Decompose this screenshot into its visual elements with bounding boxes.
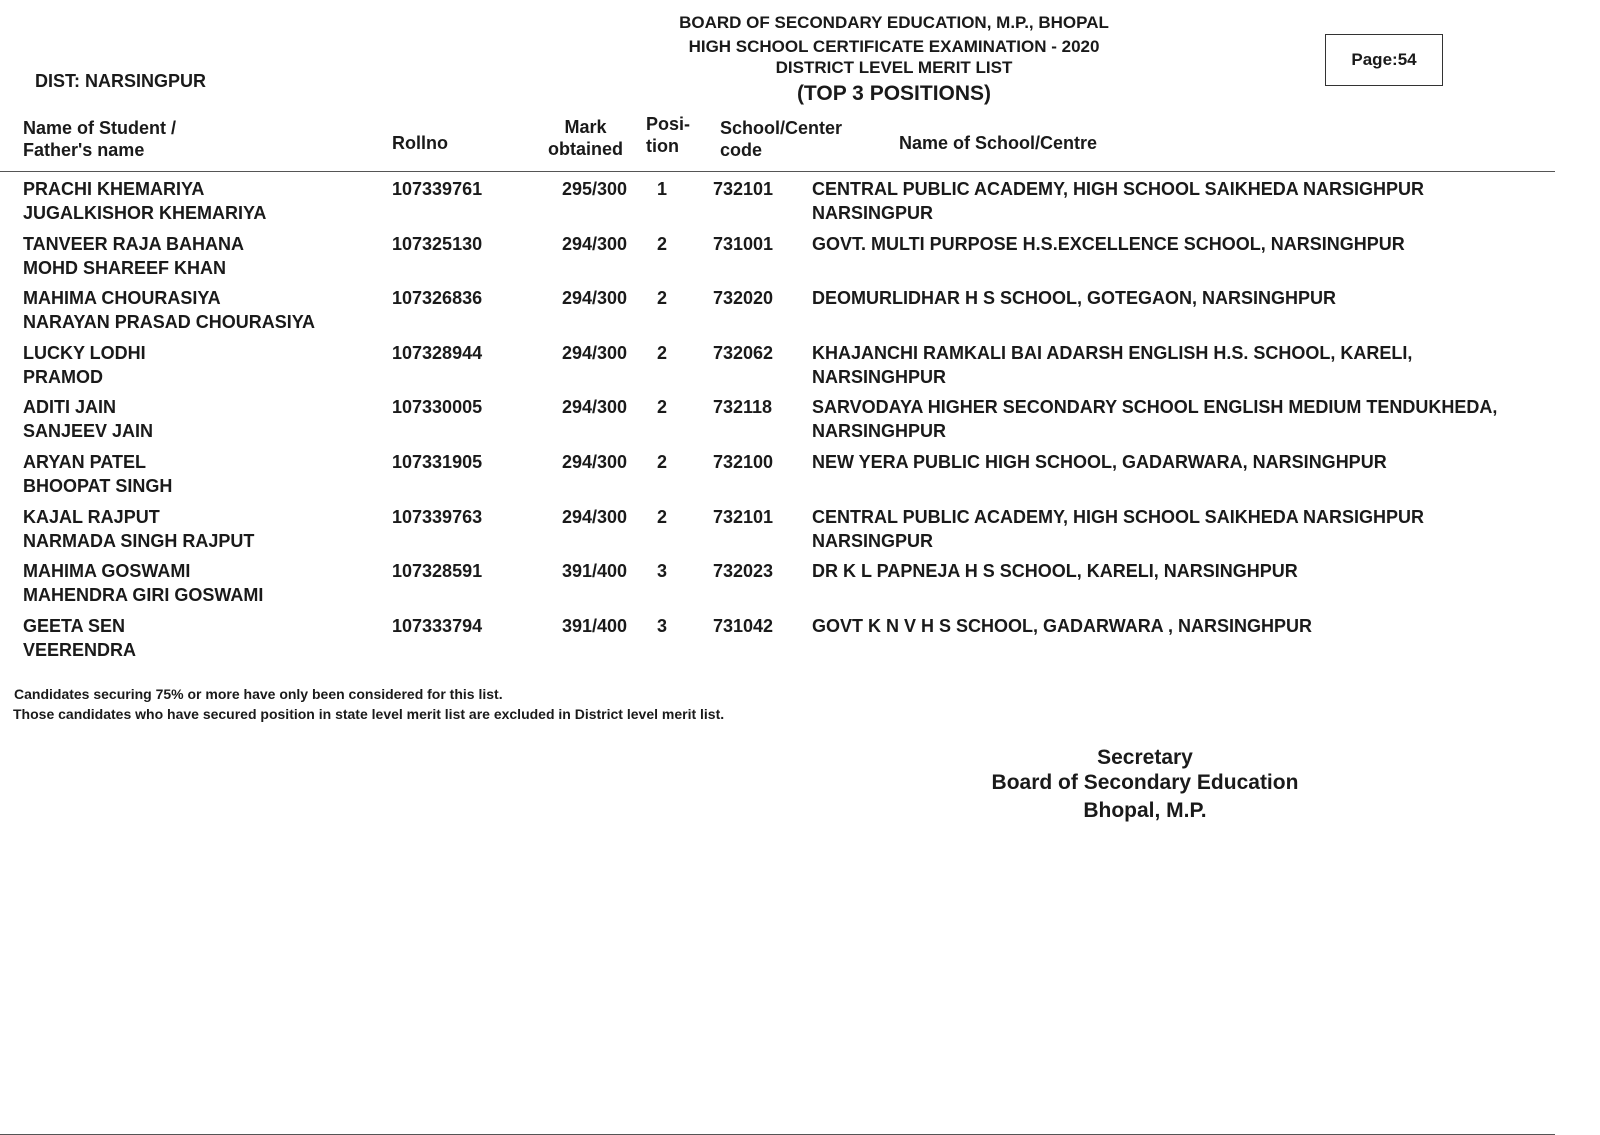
merit-position: 2 <box>657 506 668 527</box>
merit-position: 2 <box>657 342 668 363</box>
school-name-cont: NARSINGPUR <box>812 530 934 551</box>
school-code: 731001 <box>713 233 774 254</box>
roll-number: 107330005 <box>392 397 483 418</box>
marks-obtained: 295/300 <box>562 179 628 199</box>
signature-org: Board of Secondary Education <box>991 771 1299 794</box>
roll-number: 107339761 <box>392 179 483 199</box>
school-name: NEW YERA PUBLIC HIGH SCHOOL, GADARWARA, NARSINGHPUR <box>812 452 1387 472</box>
roll-number: 107328591 <box>392 561 483 582</box>
father-name: NARAYAN PRASAD CHOURASIYA <box>23 312 316 333</box>
school-code: 732118 <box>713 397 773 418</box>
roll-number: 107331905 <box>392 452 483 472</box>
note-exclusion: Those candidates who have secured position in state level merit list are excluded in District level merit list. <box>13 706 725 722</box>
student-name: PRACHI KHEMARIYA <box>23 179 205 199</box>
col-header-mark: Mark obtained <box>548 117 623 159</box>
school-code: 731042 <box>713 615 774 636</box>
school-name-cont: NARSINGHPUR <box>812 421 947 442</box>
marks-obtained: 391/400 <box>562 615 628 636</box>
merit-position: 3 <box>657 615 668 636</box>
roll-number: 107326836 <box>392 288 483 309</box>
roll-number: 107333794 <box>392 615 483 636</box>
father-name: PRAMOD <box>23 366 103 387</box>
col-header-code: School/Center code <box>720 118 843 160</box>
student-name: GEETA SEN <box>23 615 126 636</box>
col-header-position: Posi- tion <box>646 114 691 156</box>
page-number: 54 <box>1397 50 1417 69</box>
father-name: SANJEEV JAIN <box>23 421 154 442</box>
school-name: SARVODAYA HIGHER SECONDARY SCHOOL ENGLISH MEDIUM TENDUKHEDA, <box>812 397 1498 418</box>
signature-place: Bhopal, M.P. <box>1083 799 1207 822</box>
school-name-cont: NARSINGHPUR <box>812 366 947 387</box>
school-name: GOVT K N V H S SCHOOL, GADARWARA , NARSINGHPUR <box>812 615 1313 636</box>
marks-obtained: 294/300 <box>562 342 628 363</box>
student-name: ARYAN PATEL <box>23 452 147 472</box>
list-subtitle: (TOP 3 POSITIONS) <box>796 82 992 105</box>
roll-number: 107339763 <box>392 506 483 527</box>
father-name: MAHENDRA GIRI GOSWAMI <box>23 585 264 606</box>
list-title: DISTRICT LEVEL MERIT LIST <box>775 58 1013 77</box>
signature-title: Secretary <box>1097 746 1193 769</box>
marks-obtained: 294/300 <box>562 233 628 254</box>
merit-position: 1 <box>657 179 668 199</box>
school-name: DEOMURLIDHAR H S SCHOOL, GOTEGAON, NARSINGHPUR <box>812 288 1337 309</box>
board-title: BOARD OF SECONDARY EDUCATION, M.P., BHOPAL <box>679 13 1109 32</box>
father-name: JUGALKISHOR KHEMARIYA <box>23 203 267 223</box>
school-code: 732101 <box>713 179 774 199</box>
father-name: NARMADA SINGH RAJPUT <box>23 530 255 551</box>
school-code: 732023 <box>713 561 774 582</box>
school-name: GOVT. MULTI PURPOSE H.S.EXCELLENCE SCHOOL, NARSINGHPUR <box>812 233 1405 254</box>
school-name: CENTRAL PUBLIC ACADEMY, HIGH SCHOOL SAIKHEDA NARSIGHPUR <box>812 506 1425 527</box>
col-header-school: Name of School/Centre <box>899 133 1098 153</box>
merit-position: 2 <box>657 452 668 472</box>
student-name: LUCKY LODHI <box>23 342 146 363</box>
merit-position: 3 <box>657 561 668 582</box>
merit-position: 2 <box>657 288 668 309</box>
roll-number: 107328944 <box>392 342 483 363</box>
col-header-name: Name of Student / Father's name <box>23 118 177 160</box>
school-name-cont: NARSINGPUR <box>812 203 934 223</box>
district-label: DIST: NARSINGPUR <box>35 71 207 91</box>
student-name: KAJAL RAJPUT <box>23 506 160 527</box>
school-code: 732101 <box>713 506 774 527</box>
page-label: Page: <box>1351 50 1398 69</box>
marks-obtained: 294/300 <box>562 452 628 472</box>
exam-title: HIGH SCHOOL CERTIFICATE EXAMINATION - 2020 <box>688 37 1100 56</box>
father-name: MOHD SHAREEF KHAN <box>23 257 227 278</box>
father-name: BHOOPAT SINGH <box>23 476 173 496</box>
school-code: 732020 <box>713 288 774 309</box>
merit-position: 2 <box>657 233 668 254</box>
roll-number: 107325130 <box>392 233 483 254</box>
marks-obtained: 294/300 <box>562 397 628 418</box>
page-number-box <box>1325 34 1443 86</box>
marks-obtained: 391/400 <box>562 561 628 582</box>
school-name: DR K L PAPNEJA H S SCHOOL, KARELI, NARSINGHPUR <box>812 561 1298 582</box>
marks-obtained: 294/300 <box>562 506 628 527</box>
student-name: MAHIMA CHOURASIYA <box>23 288 221 309</box>
school-code: 732100 <box>713 452 774 472</box>
school-code: 732062 <box>713 342 774 363</box>
note-eligibility: Candidates securing 75% or more have only been considered for this list. <box>14 686 503 702</box>
school-name: KHAJANCHI RAMKALI BAI ADARSH ENGLISH H.S. SCHOOL, KARELI, <box>812 342 1413 363</box>
marks-obtained: 294/300 <box>562 288 628 309</box>
school-name: CENTRAL PUBLIC ACADEMY, HIGH SCHOOL SAIKHEDA NARSIGHPUR <box>812 179 1425 199</box>
student-name: MAHIMA GOSWAMI <box>23 561 191 582</box>
student-name: ADITI JAIN <box>23 397 117 418</box>
father-name: VEERENDRA <box>23 639 137 660</box>
merit-position: 2 <box>657 397 668 418</box>
header-divider <box>0 171 1555 172</box>
col-header-rollno: Rollno <box>392 133 448 153</box>
student-name: TANVEER RAJA BAHANA <box>23 233 245 254</box>
